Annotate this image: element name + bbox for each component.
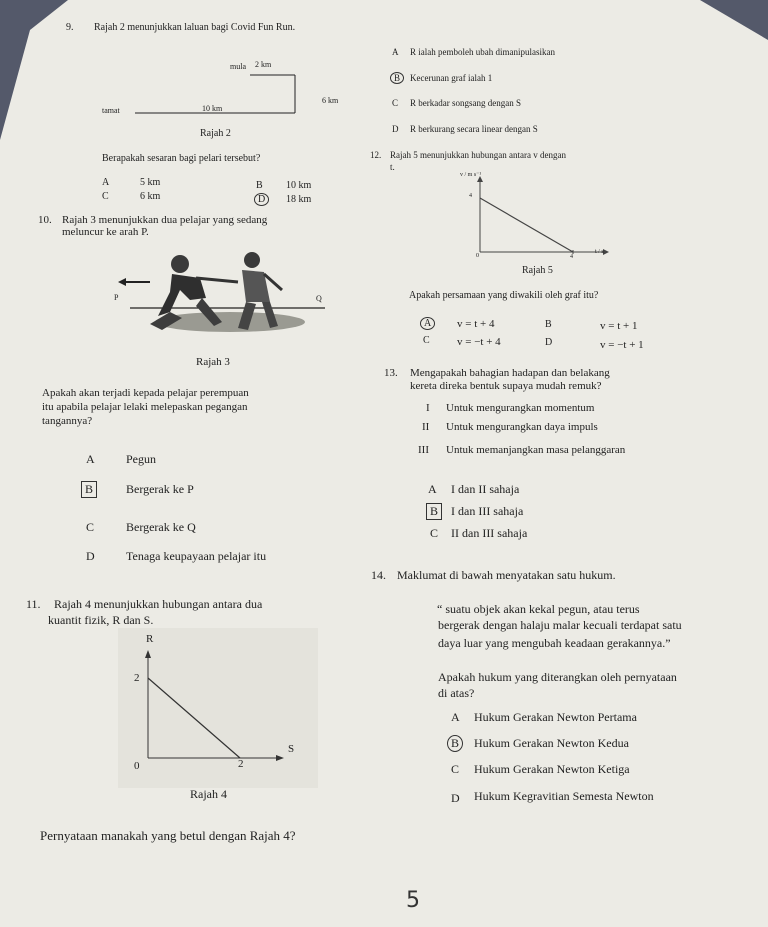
q10-question-line2: itu apabila pelajar lelaki melepaskan pegangan <box>42 401 248 413</box>
q13-statement-2-roman: II <box>422 421 430 433</box>
q12-x-label: t / s <box>595 249 604 255</box>
q9-option-a-text: 5 km <box>140 177 161 188</box>
q14-option-b-letter[interactable]: B <box>447 735 463 752</box>
q13-option-a-text: I dan II sahaja <box>451 482 520 496</box>
route-bottom-distance: 10 km <box>202 104 223 113</box>
q10-label-p: P <box>114 293 119 302</box>
q11-question: Pernyataan manakah yang betul dengan Rajah 4? <box>40 828 296 843</box>
r-option-d-text: R berkurang secara linear dengan S <box>410 124 538 134</box>
q12-number: 12. <box>370 150 382 160</box>
q12-option-c-text: v = −t + 4 <box>457 336 501 348</box>
q13-option-c-letter[interactable]: C <box>430 526 439 540</box>
r-option-a-letter[interactable]: A <box>392 47 399 57</box>
q10-option-a-letter[interactable]: A <box>86 452 95 466</box>
q11-line1: Rajah 4 menunjukkan hubungan antara dua <box>54 597 263 611</box>
q10-label-q: Q <box>316 294 322 303</box>
q10-line1: Rajah 3 menunjukkan dua pelajar yang sedang <box>62 214 268 226</box>
q9-option-d-text: 18 km <box>286 194 312 205</box>
q14-option-b-text: Hukum Gerakan Newton Kedua <box>474 736 629 750</box>
q11-number: 11. <box>26 597 41 611</box>
ice-shadow <box>155 312 305 332</box>
q9-option-c-letter[interactable]: C <box>102 191 109 202</box>
q12-option-a-text: v = t + 4 <box>457 318 495 330</box>
q10-number: 10. <box>38 214 52 226</box>
q10-skaters-illustration <box>110 242 350 352</box>
route-end-label: tamat <box>102 106 120 115</box>
q14-option-c-letter[interactable]: C <box>451 762 460 776</box>
q9-question: Berapakah sesaran bagi pelari tersebut? <box>102 153 261 164</box>
route-start-label: mula <box>230 62 246 71</box>
q12-x-tick: 4 <box>570 254 573 260</box>
q12-option-d-text: v = −t + 1 <box>600 339 644 351</box>
q12-option-b-text: v = t + 1 <box>600 320 638 332</box>
q12-y-label: v / m s⁻¹ <box>460 172 482 178</box>
motion-arrowhead <box>118 278 126 286</box>
q13-statement-2-text: Untuk mengurangkan daya impuls <box>446 421 598 433</box>
q14-line1: Maklumat di bawah menyatakan satu hukum. <box>397 568 616 582</box>
q12-line2: t. <box>390 162 395 172</box>
q14-option-d-letter[interactable]: D <box>451 791 460 805</box>
q13-option-b-text: I dan III sahaja <box>451 504 524 518</box>
r-option-b-letter[interactable]: B <box>390 72 404 84</box>
q10-option-c-letter[interactable]: C <box>86 520 95 534</box>
q14-number: 14. <box>371 568 386 582</box>
q11-origin: 0 <box>134 760 140 772</box>
q10-question-line3: tangannya? <box>42 415 93 427</box>
q13-line1: Mengapakah bahagian hadapan dan belakang <box>410 367 610 379</box>
q10-question-line1: Apakah akan terjadi kepada pelajar perempuan <box>42 387 249 399</box>
q9-option-a-letter[interactable]: A <box>102 177 110 188</box>
q10-option-c-text: Bergerak ke Q <box>126 520 196 534</box>
q9-option-c-text: 6 km <box>140 191 161 202</box>
q11-x-label: S <box>288 743 295 755</box>
route-side-distance: 6 km <box>322 96 339 105</box>
q11-y-tick: 2 <box>134 672 140 684</box>
q10-option-d-text: Tenaga keupayaan pelajar itu <box>126 549 267 563</box>
q11-line2: kuantit fizik, R dan S. <box>48 613 154 627</box>
q13-number: 13. <box>384 367 398 379</box>
q14-question-line2: di atas? <box>438 686 475 700</box>
q13-statement-1-text: Untuk mengurangkan momentum <box>446 402 595 414</box>
q9-option-b-text: 10 km <box>286 180 312 191</box>
r-option-a-text: R ialah pemboleh ubah dimanipulasikan <box>410 47 555 57</box>
q11-y-label: R <box>146 633 154 645</box>
q14-option-a-letter[interactable]: A <box>451 710 460 724</box>
q10-option-b-letter[interactable]: B <box>81 481 97 498</box>
q13-statement-3-text: Untuk memanjangkan masa pelanggaran <box>446 444 626 456</box>
q9-title: Rajah 2 menunjukkan laluan bagi Covid Fun Run. <box>94 22 296 33</box>
q9-diagram-caption: Rajah 2 <box>200 128 231 139</box>
page-number: 5 <box>406 888 420 913</box>
route-top-distance: 2 km <box>255 60 272 69</box>
q14-quote-line1: “ suatu objek akan kekal pegun, atau terus <box>437 602 640 616</box>
q11-caption: Rajah 4 <box>190 787 227 801</box>
q12-graph <box>455 170 615 260</box>
q9-number: 9. <box>66 22 74 33</box>
q12-origin: 0 <box>476 253 479 259</box>
q10-option-a-text: Pegun <box>126 452 156 466</box>
q13-statement-1-roman: I <box>426 402 430 414</box>
r-option-c-text: R berkadar songsang dengan S <box>410 98 521 108</box>
q12-option-a-letter[interactable]: A <box>420 317 435 330</box>
q10-option-d-letter[interactable]: D <box>86 549 95 563</box>
q9-option-d-letter[interactable]: D <box>254 193 269 206</box>
q14-option-a-text: Hukum Gerakan Newton Pertama <box>474 710 637 724</box>
q13-option-a-letter[interactable]: A <box>428 482 437 496</box>
q12-question: Apakah persamaan yang diwakili oleh graf itu? <box>409 290 599 301</box>
q12-y-tick: 4 <box>469 193 472 199</box>
q14-quote-line2: bergerak dengan halaju malar kecuali terdapat satu <box>438 618 682 632</box>
r-option-c-letter[interactable]: C <box>392 98 399 108</box>
q11-x-tick: 2 <box>238 758 244 770</box>
q14-question-line1: Apakah hukum yang diterangkan oleh pernyataan <box>438 670 677 684</box>
r-option-d-letter[interactable]: D <box>392 124 399 134</box>
r-option-b-text: Kecerunan graf ialah 1 <box>410 73 493 83</box>
q13-statement-3-roman: III <box>418 444 429 456</box>
q12-option-d-letter[interactable]: D <box>545 337 553 348</box>
q14-option-c-text: Hukum Gerakan Newton Ketiga <box>474 762 630 776</box>
q12-line1: Rajah 5 menunjukkan hubungan antara v dengan <box>390 150 566 160</box>
q14-option-d-text: Hukum Kegravitian Semesta Newton <box>474 789 654 803</box>
q14-quote-line3: daya luar yang mengubah keadaan gerakannya.” <box>438 636 671 650</box>
q12-line <box>480 198 573 252</box>
q10-caption: Rajah 3 <box>196 356 230 368</box>
q12-option-b-letter[interactable]: B <box>545 319 552 330</box>
q12-option-c-letter[interactable]: C <box>423 335 430 346</box>
q10-option-b-text: Bergerak ke P <box>126 482 194 496</box>
q12-caption: Rajah 5 <box>522 265 553 276</box>
q13-option-c-text: II dan III sahaja <box>451 526 528 540</box>
q13-option-b-letter[interactable]: B <box>426 503 442 520</box>
q11-graph <box>118 628 318 788</box>
q10-line2: meluncur ke arah P. <box>62 226 149 238</box>
q9-option-b-letter[interactable]: B <box>256 180 263 191</box>
q13-line2: kereta direka bentuk supaya mudah remuk? <box>410 380 602 392</box>
